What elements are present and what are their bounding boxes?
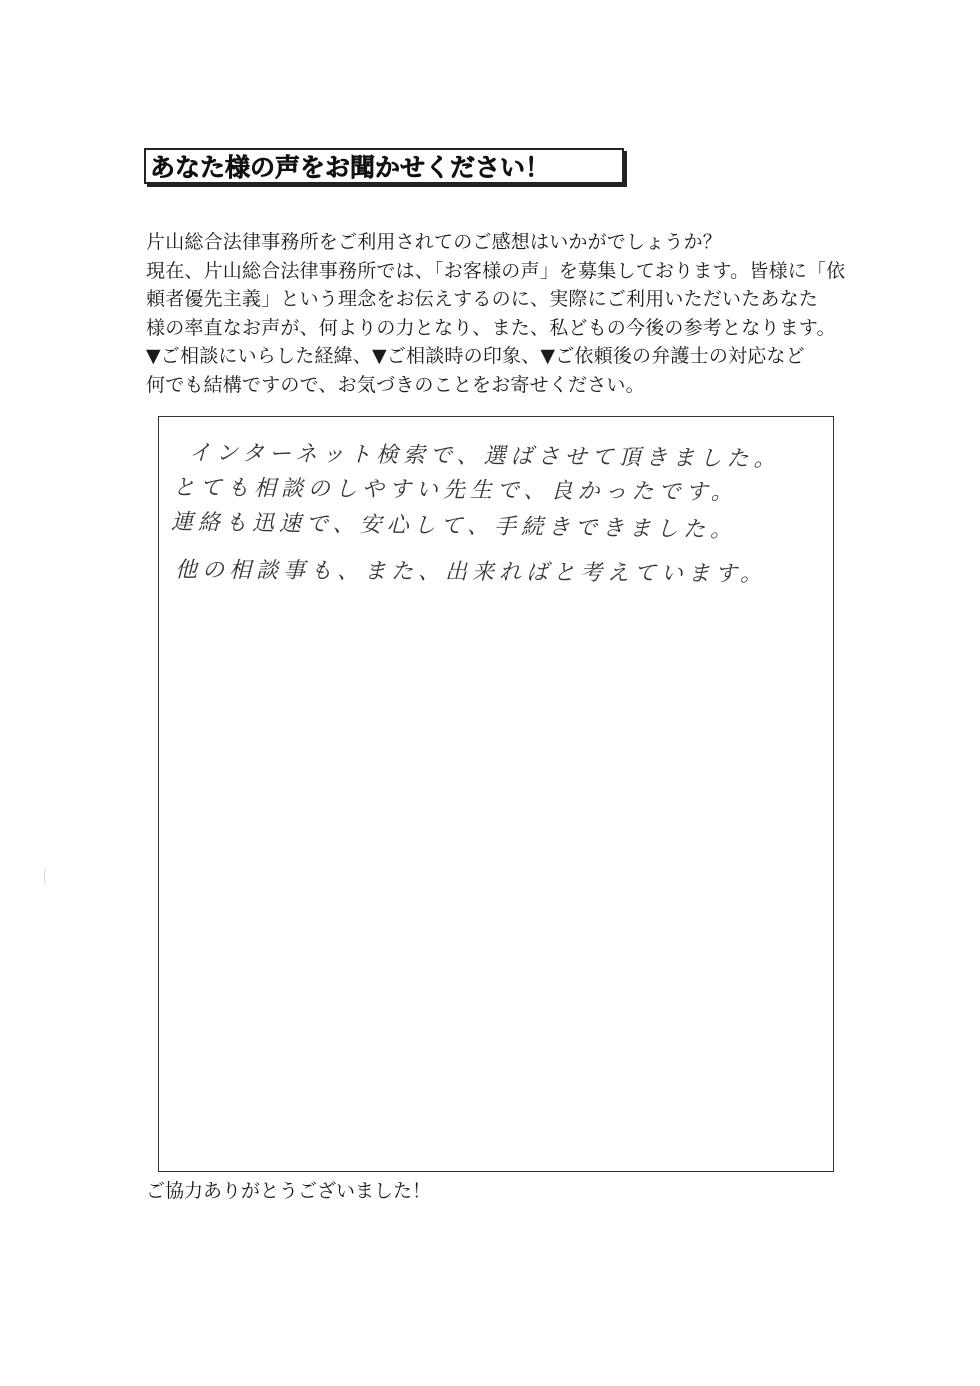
intro-paragraph xyxy=(146,228,856,399)
handwritten-line-2: とても相談のしやすい先生で、良かったです。 xyxy=(172,475,738,506)
intro-line-6: 何でも結構ですので、お気づきのことをお寄せください。 xyxy=(146,373,645,396)
title-banner xyxy=(144,148,624,184)
intro-line-1: 片山総合法律事務所をご利用されてのご感想はいかがでしょうか？ xyxy=(146,231,723,253)
handwritten-line-4: 他の相談事も、また、出来ればと考えています。 xyxy=(174,557,768,588)
thanks-message: ご協力ありがとうございました！ xyxy=(146,1180,432,1202)
intro-line-5: ▼ご相談にいらした経緯、▼ご相談時の印象、▼ご依頼後の弁護士の対応など xyxy=(146,345,805,367)
page-title: あなた様の声をお聞かせください！ xyxy=(150,153,551,182)
handwritten-line-1: インターネット検索で、選ばさせて頂きました。 xyxy=(188,440,781,473)
intro-line-3: 頼者優先主義」という理念をお伝えするのに、実際にご利用いただいたあなた xyxy=(146,288,819,310)
handwritten-answer-box xyxy=(158,416,834,1172)
intro-line-4: 様の率直なお声が、何よりの力となり、また、私どもの今後の参考となります。 xyxy=(146,316,836,339)
handwritten-line-3: 連絡も迅速で、安心して、手続きできました。 xyxy=(170,510,738,543)
scan-artifact xyxy=(44,868,49,886)
intro-line-2: 現在、片山総合法律事務所では、「お客様の声」を募集しております。皆様に「依 xyxy=(146,259,846,282)
